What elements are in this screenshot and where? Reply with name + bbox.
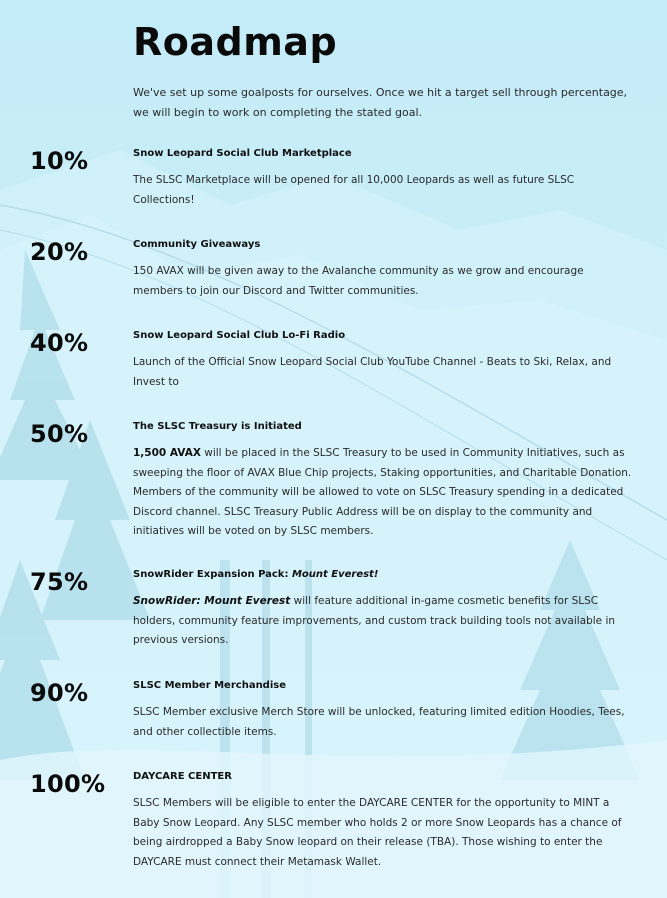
treasury-amount: 1,500 AVAX (133, 447, 201, 459)
milestone-description-text: will feature additional in-game cosmetic benefits for SLSC holders, community feature improvements, and custom track building tools not available in previous versions. (133, 595, 616, 646)
milestone-percent: 100% (30, 770, 106, 798)
milestone-title: DAYCARE CENTER (133, 771, 232, 782)
milestone-description: SLSC Members will be eligible to enter the DAYCARE CENTER for the opportunity to MINT a Baby Snow Leopard. Any SLSC member who holds 2 or more Snow Leopards has a chance of being airdropped a Baby Snow leopard on their release (TBA). Those wishing to enter the DAYCARE must connect their Metamask Wallet. (133, 797, 622, 868)
page-title: Roadmap (133, 20, 338, 64)
milestone-description (133, 592, 633, 651)
milestone-description: 150 AVAX will be given away to the Avalanche community as we grow and encourage members to join our Discord and Twitter communities. (133, 265, 584, 297)
milestone-description-text: will be placed in the SLSC Treasury to be used in Community Initiatives, such as sweeping the floor of AVAX Blue Chip projects, Staking opportunities, and Charitable Donation. Members of the community will be allowed to vote on SLSC Treasury spending in a dedicated Discord channel. SLSC Treasury Public Address will be on display to the community and initiatives will be voted on by SLSC members. (133, 447, 632, 537)
milestone-title (133, 568, 378, 582)
milestone-description: The SLSC Marketplace will be opened for all 10,000 Leopards as well as future SLSC Collections! (133, 174, 575, 206)
milestone-title: Community Giveaways (133, 239, 261, 250)
milestone-percent: 10% (30, 147, 89, 175)
expansion-name: SnowRider: Mount Everest (133, 595, 291, 607)
milestone-percent: 90% (30, 679, 89, 707)
milestone-percent: 20% (30, 238, 89, 266)
milestone-title: Snow Leopard Social Club Marketplace (133, 148, 352, 159)
milestone-title: SLSC Member Merchandise (133, 680, 287, 691)
milestone-title: Snow Leopard Social Club Lo-Fi Radio (133, 330, 346, 341)
milestone-percent: 40% (30, 329, 89, 357)
milestone-description: Launch of the Official Snow Leopard Social Club YouTube Channel - Beats to Ski, Relax, and Invest to (133, 356, 612, 388)
milestone-description (133, 444, 633, 542)
milestone-percent: 75% (30, 568, 89, 596)
intro-text: We've set up some goalposts for ourselves. Once we hit a target sell through percentage, we will begin to work on completing the stated goal. (133, 86, 628, 119)
milestone-title-text: SnowRider Expansion Pack: (133, 569, 292, 580)
milestone-description: SLSC Member exclusive Merch Store will be unlocked, featuring limited edition Hoodies, Tees, and other collectible items. (133, 706, 625, 738)
milestone-title-emphasis: Mount Everest! (291, 569, 379, 580)
milestone-title: The SLSC Treasury is Initiated (133, 421, 302, 432)
milestone-percent: 50% (30, 420, 89, 448)
